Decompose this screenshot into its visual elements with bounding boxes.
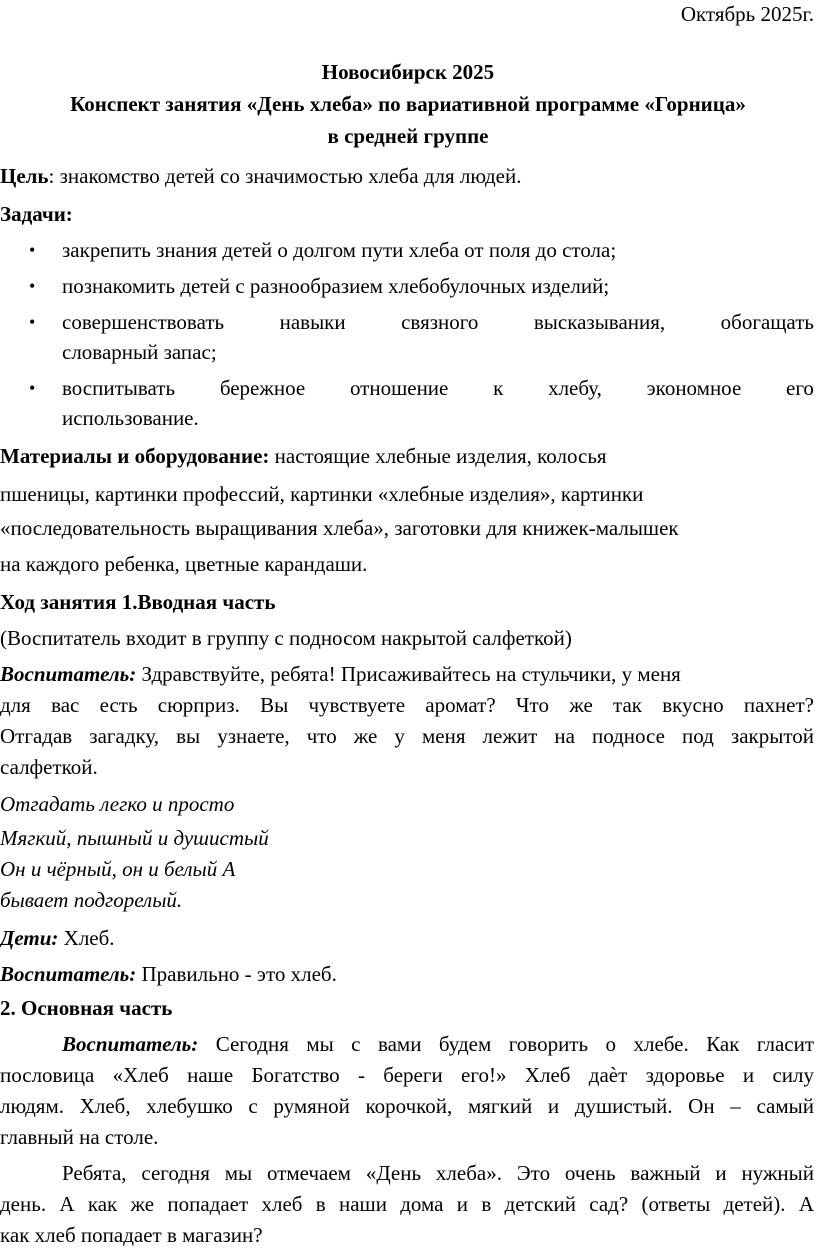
children-label: Дети: (0, 926, 59, 950)
materials-text: настоящие хлебные изделия, колосья (269, 444, 607, 468)
riddle-line2: Мягкий, пышный и душистый (0, 826, 269, 850)
task-item-4-line1 (62, 376, 814, 401)
goal-text: : знакомство детей со значимостью хлеба для людей. (48, 164, 522, 188)
task-word: связного (401, 310, 479, 334)
main-p1-line4: главный на столе. (0, 1125, 159, 1149)
bullet-icon: • (29, 312, 36, 332)
task-word: навыки (279, 310, 346, 334)
task-word: к (493, 376, 504, 400)
children-answer (0, 926, 115, 951)
task-item-2: познакомить детей с разнообразием хлебобулочных изделий; (62, 274, 610, 298)
bullet-icon: • (29, 240, 36, 260)
course-p1-text: Здравствуйте, ребята! Присаживайтесь на стульчики, у меня (136, 662, 681, 686)
document-title-line1: Конспект занятия «День хлеба» по вариативной программе «Горница» (70, 92, 746, 116)
task-word: обогащать (720, 310, 814, 334)
city-year: Новосибирск 2025 (321, 60, 495, 84)
riddle-line1: Отгадать легко и просто (0, 792, 235, 816)
main-part-heading: 2. Основная часть (0, 996, 173, 1020)
course-intro: (Воспитатель входит в группу с подносом накрытой салфеткой) (0, 626, 572, 650)
teacher-reply-text: Правильно - это хлеб. (136, 962, 337, 986)
course-p1-line2: для вас есть сюрприз. Вы чувствуете аромат? Что же так вкусно пахнет? (0, 693, 814, 717)
teacher-reply (0, 962, 337, 987)
main-p1-line3: людям. Хлеб, хлебушко с румяной корочкой, мягкий и душистый. Он – самый (0, 1094, 814, 1118)
task-word: высказывания, (533, 310, 666, 334)
course-p1-line3: Отгадав загадку, вы узнаете, что же у меня лежит на подносе под закрытой (0, 724, 814, 748)
tasks-label: Задачи: (0, 202, 73, 226)
task-item-3-line2: словарный запас; (62, 340, 217, 364)
goal-label: Цель (0, 164, 49, 188)
materials-line2: пшеницы, картинки профессий, картинки «хлебные изделия», картинки (0, 482, 644, 506)
materials-line3: «последовательность выращивания хлеба», заготовки для книжек-малышек (0, 516, 679, 540)
task-word: отношение (349, 376, 449, 400)
teacher-label: Воспитатель: (0, 962, 137, 986)
riddle-line3: Он и чёрный, он и белый А (0, 857, 236, 881)
children-text: Хлеб. (58, 926, 115, 950)
goal-line (0, 164, 521, 189)
materials-line4: на каждого ребенка, цветные карандаши. (0, 552, 368, 576)
course-p1-line4: салфеткой. (0, 755, 98, 779)
materials-line1 (0, 444, 607, 469)
task-item-4-line2: использование. (62, 406, 199, 430)
main-p1-text: Сегодня мы с вами будем говорить о хлебе. Как гласит (198, 1032, 814, 1056)
task-word: бережное (219, 376, 306, 400)
main-p2-line3: как хлеб попадает в магазин? (0, 1223, 263, 1247)
task-word: воспитывать (62, 376, 176, 400)
task-word: его (786, 376, 814, 400)
main-p2-line1: Ребята, сегодня мы отмечаем «День хлеба». Это очень важный и нужный (62, 1161, 814, 1185)
teacher-label: Воспитатель: (62, 1032, 199, 1056)
task-word: хлебу, (548, 376, 602, 400)
task-item-3-line1 (62, 310, 814, 335)
task-word: экономное (646, 376, 742, 400)
document-title-line2: в средней группе (327, 124, 489, 148)
document-date: Октябрь 2025г. (680, 2, 814, 26)
materials-label: Материалы и оборудование: (0, 444, 270, 468)
task-item-1: закрепить знания детей о долгом пути хлеба от поля до стола; (62, 238, 617, 262)
main-p1-line1 (62, 1032, 814, 1057)
course-heading: Ход занятия 1.Вводная часть (0, 590, 276, 614)
main-p1-line2: пословица «Хлеб наше Богатство - береги его!» Хлеб даѐт здоровье и силу (0, 1063, 814, 1087)
teacher-label: Воспитатель: (0, 662, 137, 686)
main-p2-line2: день. А как же попадает хлеб в наши дома и в детский сад? (ответы детей). А (0, 1192, 814, 1216)
bullet-icon: • (29, 276, 36, 296)
task-word: совершенствовать (62, 310, 225, 334)
bullet-icon: • (29, 378, 36, 398)
course-p1-line1 (0, 662, 814, 687)
riddle-line4: бывает подгорелый. (0, 888, 183, 912)
